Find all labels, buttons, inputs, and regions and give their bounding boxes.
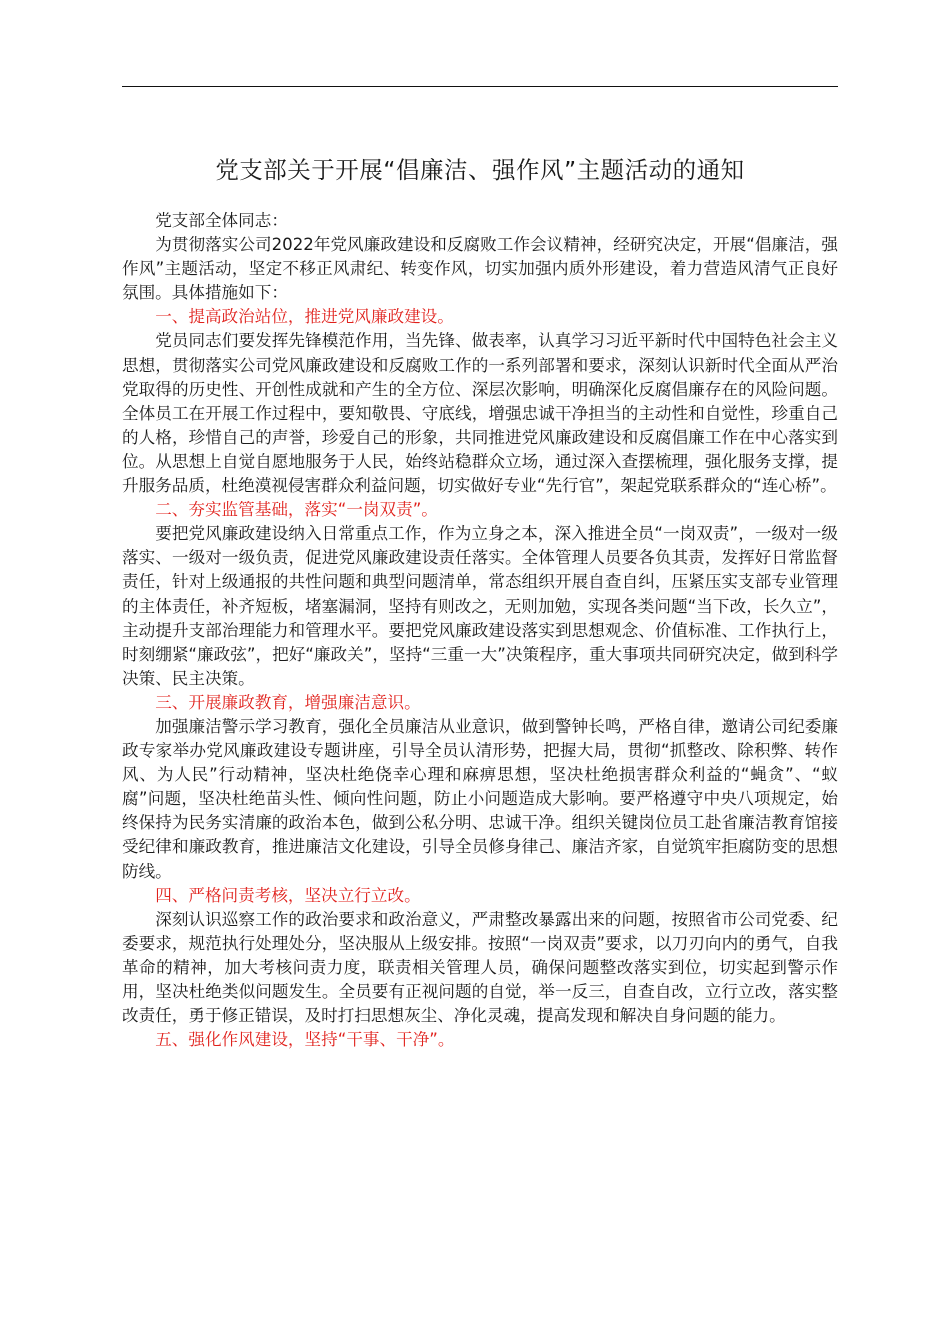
section-heading-1: 一、提高政治站位，推进党风廉政建设。 <box>155 307 454 327</box>
intro-paragraph: 为贯彻落实公司2022年党风廉政建设和反腐败工作会议精神，经研究决定，开展“倡廉洁，强作风”主题活动，坚定不移正风肃纪、转变作风，切实加强内质外形建设，着力营造风清气正良好氛围。具体措施如下： <box>122 235 838 303</box>
section-body-1: 党员同志们要发挥先锋模范作用，当先锋、做表率，认真学习习近平新时代中国特色社会主义思想，贯彻落实公司党风廉政建设和反腐败工作的一系列部署和要求，深刻认识新时代全面从严治党取得的历史性、开创性成就和产生的全方位、深层次影响，明确深化反腐倡廉存在的风险问题。全体员工在开展工作过程中，要知敬畏、守底线，增强忠诚干净担当的主动性和自觉性，珍重自己的人格，珍惜自己的声誉，珍爱自己的形象，共同推进党风廉政建设和反腐倡廉工作在中心落实到位。从思想上自觉自愿地服务于人民，始终站稳群众立场，通过深入查摆梳理，强化服务支撑，提升服务品质，杜绝漠视侵害群众利益问题，切实做好专业“先行官”，架起党联系群众的“连心桥”。 <box>122 331 838 496</box>
section-body-4: 深刻认识巡察工作的政治要求和政治意义，严肃整改暴露出来的问题，按照省市公司党委、纪委要求，规范执行处理处分，坚决服从上级安排。按照“一岗双责”要求，以刀刃向内的勇气，自我革命的精神，加大考核问责力度，联责相关管理人员，确保问题整改落实到位，切实起到警示作用，坚决杜绝类似问题发生。全员要有正视问题的自觉，举一反三，自查自改，立行立改，落实整改责任，勇于修正错误，及时打扫思想灰尘、净化灵魂，提高发现和解决自身问题的能力。 <box>122 909 838 1026</box>
section-heading-2: 二、夯实监管基础，落实“一岗双责”。 <box>155 500 438 520</box>
header-rule <box>122 86 838 87</box>
salutation: 党支部全体同志： <box>155 211 288 230</box>
section-heading-4: 四、严格问责考核，坚决立行立改。 <box>155 885 421 905</box>
section-body-2: 要把党风廉政建设纳入日常重点工作，作为立身之本，深入推进全员“一岗双责”，一级对一级落实、一级对一级负责，促进党风廉政建设责任落实。全体管理人员要各负其责，发挥好日常监督责任，针对上级通报的共性问题和典型问题清单，常态组织开展自查自纠，压紧压实支部专业管理的主体责任，补齐短板，堵塞漏洞，坚持有则改之，无则加勉，实现各类问题“当下改，长久立”，主动提升支部治理能力和管理水平。要把党风廉政建设落实到思想观念、价值标准、工作执行上，时刻绷紧“廉政弦”，把好“廉政关”，坚持“三重一大”决策程序，重大事项共同研究决定，做到科学决策、民主决策。 <box>122 524 838 688</box>
section-heading-3: 三、开展廉政教育，增强廉洁意识。 <box>155 692 421 712</box>
section-heading-5: 五、强化作风建设，坚持“干事、干净”。 <box>155 1030 455 1050</box>
document-body <box>122 209 838 1052</box>
section-body-3: 加强廉洁警示学习教育，强化全员廉洁从业意识，做到警钟长鸣，严格自律，邀请公司纪委廉政专家举办党风廉政建设专题讲座，引导全员认清形势，把握大局，贯彻“抓整改、除积弊、转作风、为人民”行动精神，坚决杜绝侥幸心理和麻痹思想，坚决杜绝损害群众利益的“蝇贪”、“蚁腐”问题，坚决杜绝苗头性、倾向性问题，防止小问题造成大影响。要严格遵守中央八项规定，始终保持为民务实清廉的政治本色，做到公私分明、忠诚干净。组织关键岗位员工赴省廉洁教育馆接受纪律和廉政教育，推进廉洁文化建设，引导全员修身律己、廉洁齐家，自觉筑牢拒腐防变的思想防线。 <box>122 716 838 881</box>
document-title: 党支部关于开展“倡廉洁、强作风”主题活动的通知 <box>215 156 745 184</box>
